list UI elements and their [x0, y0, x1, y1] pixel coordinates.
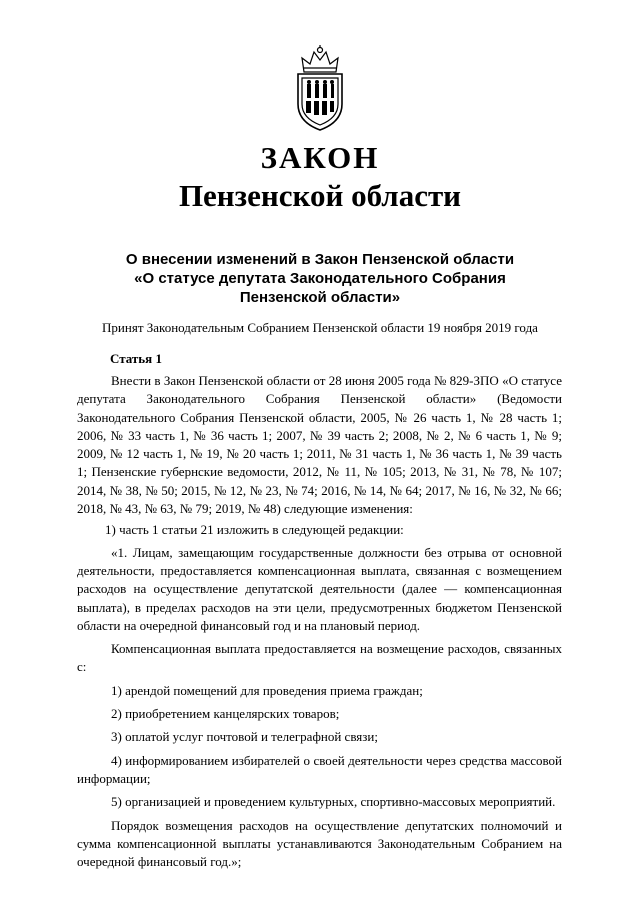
subject-line-1: О внесении изменений в Закон Пензенской области	[125, 251, 515, 268]
penza-coat-of-arms-emblem	[288, 44, 352, 132]
quoted-paragraph-1: «1. Лицам, замещающим государственные должности без отрыва от основной деятельности, предоставляется компенсационная выплата, связанная с возмещением расходов на осуществление депутатской деятельности (далее — компенсационная выплата), в пределах расходов на эти цели, предусмотренных бюджетом Пензенской области на очередной финансовый год и на плановый период.	[77, 544, 562, 633]
adoption-note: Принят Законодательным Собранием Пензенской области 19 ноября 2019 года	[102, 320, 538, 335]
document-title: ЗАКОН	[260, 140, 380, 175]
law-subject	[100, 250, 540, 307]
article-heading: Статья 1	[110, 351, 162, 366]
compensation-paragraph: Компенсационная выплата предоставляется на возмещение расходов, связанных с:	[77, 641, 562, 675]
article-body	[77, 372, 562, 871]
subject-line-2: «О статусе депутата Законодательного Собрания	[134, 270, 506, 287]
list-item: 4) информированием избирателей о своей деятельности через средства массовой информации;	[77, 752, 562, 786]
intro-paragraph: Внести в Закон Пензенской области от 28 июня 2005 года № 829-ЗПО «О статусе депутата Законодательного Собрания Пензенской области» (Ведомости Законодательного Собрания Пензенской области, 2005, № 26 часть 1, № 28 часть 1; 2006, № 33 часть 1, № 36 часть 1; 2007, № 39 часть 2; 2008, № 2, № 6 часть 1, № 9; 2009, № 12 часть 1, № 19, № 20 часть 1; 2011, № 31 часть 1, № 36 часть 1, № 39 часть 1; Пензенские губернские ведомости, 2012, № 11, № 105; 2013, № 31, № 78, № 107; 2014, № 38, № 50; 2015, № 12, № 23, № 74; 2016, № 14, № 64; 2017, № 16, № 32, № 66; 2018, № 43, № 63, № 79; 2019, № 48) следующие изменения:	[77, 373, 562, 517]
document-subtitle: Пензенской области	[178, 178, 462, 213]
amendment-point-1: 1) часть 1 статьи 21 изложить в следующей редакции:	[105, 522, 404, 538]
list-item: 3) оплатой услуг почтовой и телеграфной связи;	[111, 729, 378, 745]
list-item: 2) приобретением канцелярских товаров;	[111, 706, 340, 722]
list-item: 1) арендой помещений для проведения приема граждан;	[111, 682, 423, 698]
list-item: 5) организацией и проведением культурных, спортивно-массовых мероприятий.	[111, 794, 556, 810]
order-paragraph: Порядок возмещения расходов на осуществление депутатских полномочий и сумма компенсационной выплаты устанавливаются Законодательным Собранием на очередной финансовый год.»;	[77, 817, 562, 870]
subject-line-3: Пензенской области»	[239, 289, 401, 306]
